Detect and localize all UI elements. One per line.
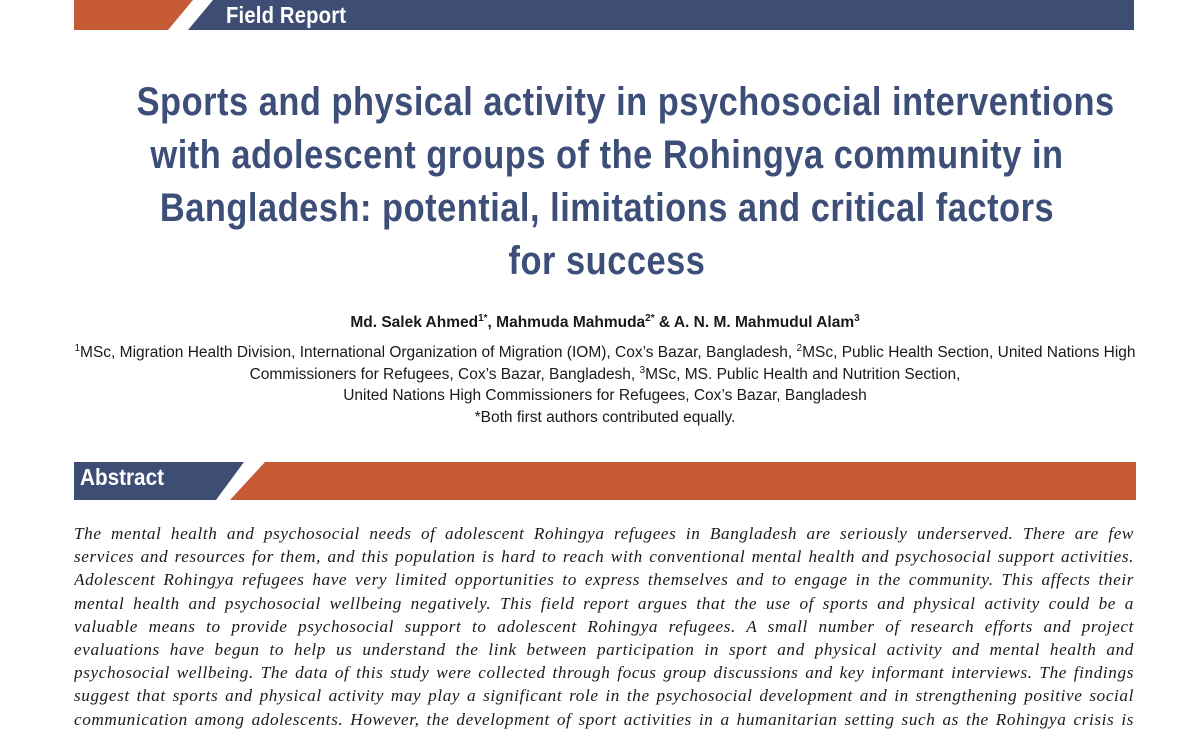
- abstract-line: suggest that sports and physical activity may play a significant role in the psychosocial development and in strengthening positive social: [74, 686, 1134, 706]
- abstract-line: services and resources for them, and this population is hard to reach with conventional mental health and psychosocial support activities.: [74, 547, 1134, 567]
- author-name: Mahmuda Mahmuda: [496, 314, 646, 331]
- article-title: [60, 76, 1154, 288]
- author-superscript: 1*: [478, 313, 488, 324]
- equal-contribution-note: *Both first authors contributed equally.: [474, 408, 736, 426]
- author-superscript: 3: [854, 313, 860, 324]
- affiliation-text: MSc, MS. Public Health and Nutrition Section,: [645, 365, 961, 383]
- author-list: [0, 314, 1200, 332]
- affiliation-text: MSc, Migration Health Division, International Organization of Migration (IOM), Cox’s Bazar, Bangladesh,: [80, 344, 797, 361]
- title-line: Bangladesh: potential, limitations and critical factors: [159, 186, 1055, 230]
- affiliation-text: MSc, Public Health Section, United Nations High: [802, 344, 1136, 361]
- affiliation-line: United Nations High Commissioners for Refugees, Cox’s Bazar, Bangladesh: [343, 387, 867, 404]
- abstract-heading: Abstract: [80, 464, 164, 490]
- author-separator: ,: [487, 314, 497, 331]
- abstract-line: Adolescent Rohingya refugees have very limited opportunities to express themselves and to engage in the community. This affects their: [74, 570, 1134, 590]
- title-line: Sports and physical activity in psychosocial interventions: [136, 80, 1115, 124]
- affiliation-line: [60, 342, 1150, 364]
- abstract-banner-orange-segment: [230, 462, 1136, 500]
- top-banner-orange-segment: [74, 0, 193, 30]
- title-line: for success: [508, 239, 706, 283]
- affiliations: [60, 342, 1150, 428]
- affiliation-line: [60, 364, 1150, 386]
- abstract-line: evaluations have begun to help us understand the link between participation in sport and physical activity and mental health and: [74, 640, 1134, 660]
- author-separator: &: [654, 314, 674, 331]
- title-line: with adolescent groups of the Rohingya community in: [150, 133, 1064, 177]
- affiliation-text: Commissioners for Refugees, Cox’s Bazar, Bangladesh,: [249, 365, 640, 383]
- abstract-line: communication among adolescents. However, the development of sport activities in a humanitarian setting such as the Rohingya crisis is: [74, 709, 1134, 729]
- abstract-line: valuable means to provide psychosocial support to adolescent Rohingya refugees. A small number of research efforts and project: [74, 616, 1134, 636]
- affiliation-marker: 3: [639, 364, 646, 376]
- abstract-line: mental health and psychosocial wellbeing negatively. This field report argues that the use of sports and physical activity could be a: [74, 593, 1134, 613]
- author-superscript: 2*: [645, 313, 655, 324]
- section-label: Field Report: [226, 2, 347, 28]
- author-name: A. N. M. Mahmudul Alam: [673, 314, 855, 331]
- affiliation-marker: 2: [796, 343, 803, 354]
- author-name: Md. Salek Ahmed: [350, 314, 479, 331]
- abstract-line: The mental health and psychosocial needs of adolescent Rohingya refugees in Bangladesh are seriously underserved. There are few: [74, 524, 1134, 543]
- abstract-line: psychosocial wellbeing. The data of this study were collected through focus group discussions and key informant interviews. The findings: [74, 663, 1134, 683]
- affiliation-marker: 1: [74, 343, 81, 354]
- abstract-text: [74, 522, 1134, 731]
